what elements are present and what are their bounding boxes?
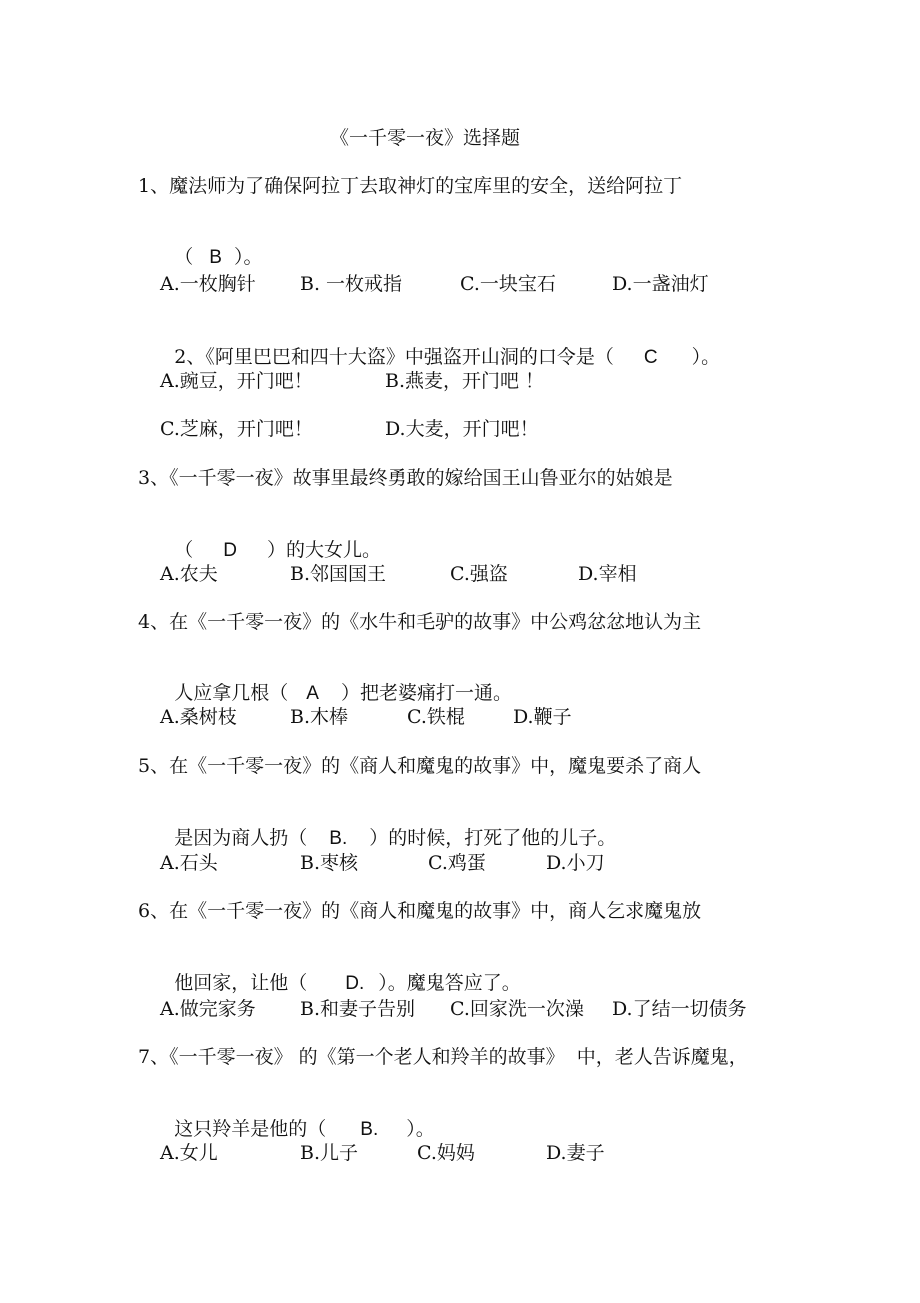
option-b: B.木棒 [290, 706, 349, 728]
option-d: D.了结一切债务 [612, 998, 747, 1020]
option-a: A.石头 [160, 852, 218, 874]
question-text: 人应拿几根 [174, 682, 270, 704]
question-text: 4、在《一千零一夜》的《水牛和毛驴的故事》中公鸡忿忿地认为主 [138, 611, 702, 633]
answer-letter: B [209, 247, 222, 268]
blank-open: （ [307, 1118, 327, 1140]
option-c: C.强盗 [450, 563, 508, 585]
question-text: 3、《一千零一夜》故事里最终勇敢的嫁给国王山鲁亚尔的姑娘是 [138, 467, 673, 489]
answer-letter: B. [360, 1119, 379, 1140]
option-a: A.女儿 [160, 1142, 218, 1164]
option-d: D.大麦，开门吧！ [385, 418, 539, 440]
answer-letter: A [306, 683, 319, 704]
question-text: 他回家，让他 [174, 972, 289, 994]
blank-open: （ [174, 246, 194, 268]
option-d: D.鞭子 [513, 706, 572, 728]
option-d: D.宰相 [578, 563, 637, 585]
question-text: 是因为商人扔 [174, 827, 289, 849]
option-b: B.燕麦，开门吧 ！ [385, 370, 545, 392]
question-text: 7、《一千零一夜》 的《第一个老人和羚羊的故事》 中，老人告诉魔鬼， [138, 1046, 748, 1068]
blank-close: ） [340, 682, 360, 704]
option-a: A.豌豆，开门吧！ [160, 370, 313, 392]
answer-letter: D. [345, 973, 365, 994]
option-b: B.儿子 [300, 1142, 359, 1164]
option-c: C.铁棍 [407, 706, 465, 728]
option-b: B.和妻子告别 [300, 998, 416, 1020]
blank-open: （ [288, 827, 308, 849]
option-a: A.桑树枝 [160, 706, 237, 728]
option-a: A.一枚胸针 [160, 273, 256, 295]
question-text-tail: 的大女儿。 [286, 539, 382, 561]
blank-close: ）。 [233, 246, 263, 268]
option-b: B. 一枚戒指 [300, 273, 403, 295]
question-text-tail: 把老婆痛打一通。 [359, 682, 512, 704]
page-title: 《一千零一夜》选择题 [330, 127, 521, 149]
blank-open: （ [288, 972, 308, 994]
option-c: C.一块宝石 [460, 273, 556, 295]
answer-letter: B. [329, 828, 348, 849]
option-b: B.邻国国王 [290, 563, 387, 585]
blank-close: ）。 [406, 1118, 435, 1140]
question-text: 6、在《一千零一夜》的《商人和魔鬼的故事》中，商人乞求魔鬼放 [138, 900, 702, 922]
option-b: B.枣核 [300, 852, 359, 874]
question-text: 2、《阿里巴巴和四十大盗》中强盗开山洞的口令是 [174, 346, 595, 368]
option-a: A.农夫 [160, 563, 218, 585]
option-d: D.妻子 [546, 1142, 605, 1164]
question-text: 这只羚羊是他的 [174, 1118, 308, 1140]
option-c: C.回家洗一次澡 [450, 998, 584, 1020]
question-text: 5、在《一千零一夜》的《商人和魔鬼的故事》中，魔鬼要杀了商人 [138, 755, 702, 777]
answer-letter: D [223, 540, 237, 561]
question-text: 1、魔法师为了确保阿拉丁去取神灯的宝库里的安全，送给阿拉丁 [138, 175, 683, 197]
blank-close: ）。 [378, 972, 407, 994]
blank-open: （ [174, 539, 194, 561]
option-c: C.鸡蛋 [428, 852, 486, 874]
blank-close: ） [267, 539, 287, 561]
blank-close: ）。 [691, 346, 721, 368]
blank-close: ） [369, 827, 389, 849]
option-a: A.做完家务 [160, 998, 256, 1020]
answer-letter: C [643, 347, 658, 368]
blank-open: （ [269, 682, 289, 704]
option-c: C.妈妈 [417, 1142, 475, 1164]
question-text-tail: 的时候，打死了他的儿子。 [388, 827, 617, 849]
blank-open: （ [594, 346, 614, 368]
option-d: D.小刀 [546, 852, 605, 874]
option-c: C.芝麻，开门吧！ [160, 418, 313, 440]
option-d: D.一盏油灯 [612, 273, 709, 295]
question-text-tail: 魔鬼答应了。 [406, 972, 521, 994]
